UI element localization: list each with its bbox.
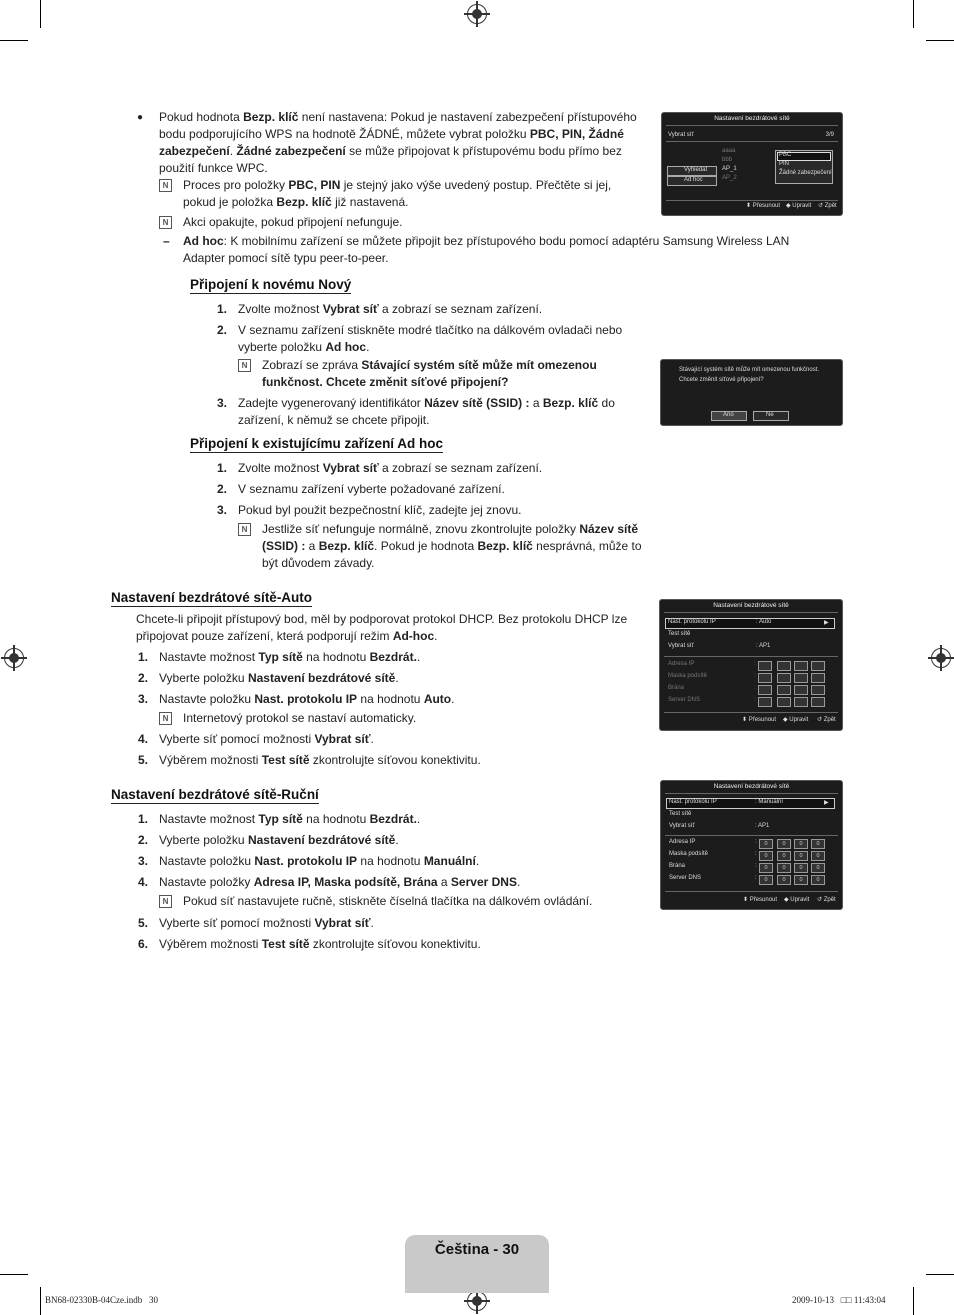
- note-auto-ip: Internetový protokol se nastaví automaticky.: [183, 711, 417, 725]
- step-number: 3.: [217, 396, 228, 410]
- section-heading-auto: Nastavení bezdrátové sítě-Auto: [111, 590, 313, 605]
- file-name: BN68-02330B-04Cze.indb 30: [45, 1295, 158, 1305]
- registration-mark-icon: [467, 1291, 487, 1311]
- step-text: Zvolte možnost Vybrat síť a zobrazí se seznam zařízení.: [238, 461, 543, 475]
- crop-mark: [40, 1287, 41, 1315]
- yes-button[interactable]: Ano: [711, 411, 747, 421]
- step-text: Vyberte položku Nastavení bezdrátové sítě.: [159, 833, 399, 847]
- crop-mark: [0, 40, 28, 41]
- step-number: 5.: [138, 753, 149, 767]
- registration-mark-icon: [4, 648, 24, 668]
- step-number: 4.: [138, 875, 149, 889]
- step-number: 1.: [138, 812, 149, 826]
- note-check-settings: Jestliže síť nefunguje normálně, znovu zkontrolujte položky Název sítě (SSID) : a Bezp. klíč. Pokud je hodnota Bezp. klíč nesprávná, může to být důvodem závady.: [262, 522, 642, 570]
- bullet-paragraph: Pokud hodnota Bezp. klíč není nastavena: Pokud je nastavení zabezpečení přístupového bodu podporujícího WPS na hodnotě ŽÁDNÉ, můžete vybrat položku PBC, PIN, Žádné zabezpečení. Žádné zabezpečení se může připojovat k přístupovému bodu přímo bez použití funkce WPC.: [159, 110, 637, 175]
- step-text: Vyberte síť pomocí možnosti Vybrat síť.: [159, 732, 374, 746]
- crop-mark: [926, 40, 954, 41]
- step-text: Nastavte položku Nast. protokolu IP na hodnotu Auto.: [159, 692, 455, 706]
- step-number: 1.: [217, 461, 228, 475]
- crop-mark: [913, 1287, 914, 1315]
- step-text: Pokud byl použit bezpečnostní klíč, zadejte jej znovu.: [238, 503, 522, 517]
- search-button[interactable]: Vyhledat: [667, 166, 717, 176]
- select-network-row[interactable]: Vybrat síť: [668, 643, 694, 649]
- step-number: 2.: [138, 671, 149, 685]
- step-number: 1.: [217, 302, 228, 316]
- step-number: 3.: [138, 692, 149, 706]
- note-icon: N: [238, 359, 251, 372]
- arrow-right-icon: ▶: [824, 800, 829, 806]
- step-text: Vyberte položku Nastavení bezdrátové sítě.: [159, 671, 399, 685]
- select-network-row[interactable]: Vybrat síť: [669, 823, 695, 829]
- section-heading-manual: Nastavení bezdrátové sítě-Ruční: [111, 787, 319, 802]
- step-text: V seznamu zařízení vyberte požadované zařízení.: [238, 482, 505, 496]
- step-number: 2.: [217, 482, 228, 496]
- screen-title: Nastavení bezdrátové sítě: [714, 115, 790, 122]
- network-test-row[interactable]: Test sítě: [668, 631, 691, 637]
- tv-screen-ip-manual: Nastavení bezdrátové sítě Nast. protokolu IP : Manuální ▶ Test sítě Vybrat síť : AP1 Adresa IP Maska podsítě Brána Server DNS : : : : 0 0 0 0 0 0 0 0 0 0 0 0 0 0 0 0 ⬍ Přesunout ◆ Upravit ↺ Zpět: [660, 780, 843, 910]
- step-text: V seznamu zařízení stiskněte modré tlačítko na dálkovém ovladači nebo vyberte položku Ad hoc.: [238, 323, 623, 354]
- step-number: 2.: [138, 833, 149, 847]
- page-number-label: Čeština - 30: [434, 1241, 520, 1258]
- security-options[interactable]: PBC PIN Žádné zabezpečení: [775, 150, 833, 184]
- adhoc-button[interactable]: Ad hoc: [667, 176, 717, 186]
- crop-mark: [0, 1274, 28, 1275]
- network-test-row[interactable]: Test sítě: [669, 811, 692, 817]
- no-button[interactable]: Ne: [753, 411, 789, 421]
- note-icon: N: [159, 179, 172, 192]
- tv-screen-select-network: Nastavení bezdrátové sítě Vybrat síť 3/9 Vyhledat Ad hoc aaaa bbb AP_1 AP_2 PBC PIN Žádné zabezpečení ⬍ Přesunout ◆ Upravit ↺ Zpět: [661, 112, 843, 216]
- step-text: Výběrem možnosti Test sítě zkontrolujte síťovou konektivitu.: [159, 753, 481, 767]
- note-icon: N: [159, 895, 172, 908]
- step-text: Zadejte vygenerovaný identifikátor Název sítě (SSID) : a Bezp. klíč do zařízení, k němuž se chcete připojit.: [238, 396, 615, 427]
- step-text: Nastavte položku Nast. protokolu IP na hodnotu Manuální.: [159, 854, 480, 868]
- note-icon: N: [159, 216, 172, 229]
- step-text: Nastavte položky Adresa IP, Maska podsítě, Brána a Server DNS.: [159, 875, 521, 889]
- print-timestamp: 2009-10-13 □□ 11:43:04: [792, 1295, 886, 1305]
- dash-marker: –: [163, 234, 170, 248]
- section-heading-existing-adhoc: Připojení k existujícímu zařízení Ad hoc: [190, 436, 444, 451]
- note-repeat: Akci opakujte, pokud připojení nefunguje.: [183, 215, 403, 229]
- adhoc-paragraph: Ad hoc: K mobilnímu zařízení se můžete připojit bez přístupového bodu pomocí adaptéru Samsung Wireless LAN Adapter pomocí sítě typu peer-to-peer.: [183, 234, 790, 265]
- note-icon: N: [159, 712, 172, 725]
- crop-mark: [913, 0, 914, 28]
- section-heading-new-adhoc: Připojení k novému Nový: [190, 277, 352, 292]
- step-number: 3.: [217, 503, 228, 517]
- note-pbc-pin: Proces pro položky PBC, PIN je stejný jako výše uvedený postup. Přečtěte si jej, pokud je položka Bezp. klíč již nastavená.: [183, 178, 612, 209]
- step-text: Zvolte možnost Vybrat síť a zobrazí se seznam zařízení.: [238, 302, 543, 316]
- note-message: Zobrazí se zpráva Stávající systém sítě může mít omezenou funkčnost. Chcete změnit síťové připojení?: [262, 358, 597, 389]
- step-text: Nastavte možnost Typ sítě na hodnotu Bezdrát..: [159, 650, 421, 664]
- step-text: Vyberte síť pomocí možnosti Vybrat síť.: [159, 916, 374, 930]
- arrow-right-icon: ▶: [824, 620, 829, 626]
- tv-screen-confirm-dialog: Stávající systém sítě může mít omezenou funkčnost. Chcete změnit síťové připojení? Ano Ne: [660, 359, 843, 426]
- step-number: 5.: [138, 916, 149, 930]
- registration-mark-icon: [467, 4, 487, 24]
- registration-mark-icon: [931, 648, 951, 668]
- note-manual-keys: Pokud síť nastavujete ručně, stiskněte číselná tlačítka na dálkovém ovládání.: [183, 894, 593, 908]
- step-number: 2.: [217, 323, 228, 337]
- tv-screen-ip-auto: Nastavení bezdrátové sítě Nast. protokolu IP : Auto ▶ Test sítě Vybrat síť : AP1 Adresa IP Maska podsítě Brána Server DNS : : : : ⬍ Přesunout ◆ Upravit ↺ Zpět: [659, 599, 843, 731]
- crop-mark: [926, 1274, 954, 1275]
- note-icon: N: [238, 523, 251, 536]
- step-number: 4.: [138, 732, 149, 746]
- bullet-icon: ●: [137, 112, 144, 123]
- step-number: 1.: [138, 650, 149, 664]
- step-number: 6.: [138, 937, 149, 951]
- step-text: Nastavte možnost Typ sítě na hodnotu Bezdrát..: [159, 812, 421, 826]
- intro-paragraph: Chcete-li připojit přístupový bod, měl by podporovat protokol DHCP. Bez protokolu DHCP lze připojovat pouze zařízení, která podporují režim Ad-hoc.: [136, 612, 628, 643]
- crop-mark: [40, 0, 41, 28]
- step-number: 3.: [138, 854, 149, 868]
- step-text: Výběrem možnosti Test sítě zkontrolujte síťovou konektivitu.: [159, 937, 481, 951]
